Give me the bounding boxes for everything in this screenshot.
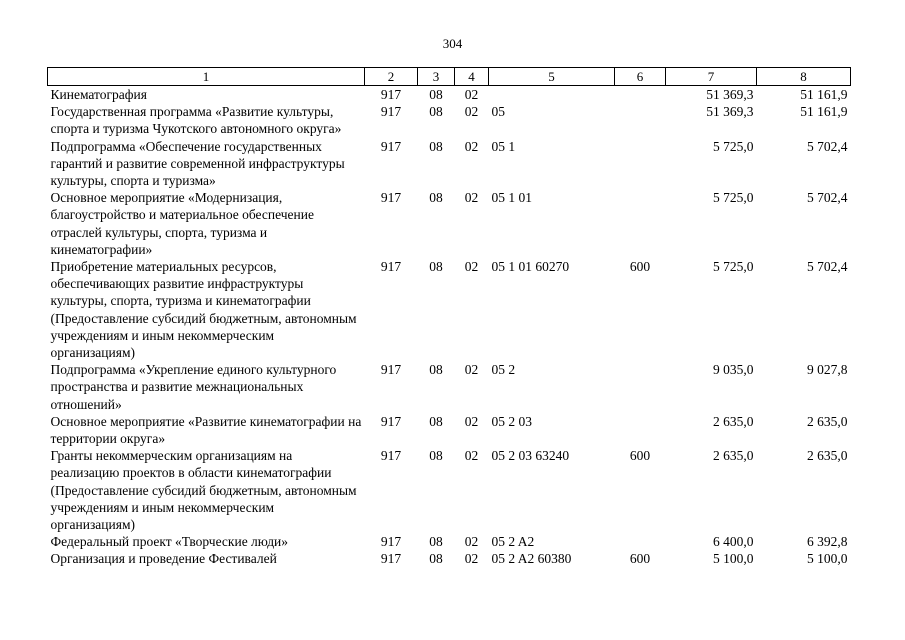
row-name: Федеральный проект «Творческие люди» [50, 534, 289, 550]
row-target-article [489, 86, 615, 104]
row-grbs-code: 917 [380, 534, 402, 550]
row-target-article: 05 2 A2 [491, 534, 535, 550]
row-section-code: 08 [429, 551, 443, 567]
row-grbs-code: 917 [380, 448, 402, 464]
row-subsection-code: 02 [464, 259, 479, 275]
row-subsection-code: 02 [464, 534, 479, 550]
table-row [48, 86, 851, 104]
row-grbs-code: 917 [380, 87, 402, 102]
row-grbs-code: 917 [380, 104, 402, 120]
row-target-article: 05 1 [491, 138, 516, 154]
row-section-code: 08 [429, 362, 443, 378]
table-row [48, 189, 851, 258]
row-expense-type [615, 86, 666, 104]
row-expense-type: 600 [629, 551, 651, 567]
row-section-code: 08 [429, 87, 443, 102]
row-name: Подпрограмма «Обеспечение государственных гарантий и развитие современной инфраструктуры культуры, спорта и туризма» [50, 138, 345, 189]
table-row [48, 138, 851, 190]
row-subsection-code: 02 [464, 87, 479, 102]
row-name: Основное мероприятие «Развитие кинематографии на территории округа» [50, 413, 362, 447]
table-row [48, 550, 851, 567]
column-header: 5 [489, 68, 615, 86]
row-expense-type [615, 533, 666, 550]
row-sum-year-1: 51 369,3 [706, 104, 754, 120]
row-expense-type [615, 138, 666, 190]
row-target-article: 05 2 03 [491, 413, 532, 429]
table-row [48, 447, 851, 533]
row-section-code: 08 [429, 104, 443, 120]
row-sum-year-1: 6 400,0 [713, 534, 754, 550]
row-sum-year-1: 9 035,0 [713, 362, 754, 378]
row-expense-type: 600 [629, 259, 651, 275]
row-sum-year-1: 2 635,0 [713, 448, 754, 464]
row-expense-type [615, 413, 666, 447]
row-subsection-code: 02 [464, 138, 479, 154]
row-section-code: 08 [429, 259, 443, 275]
row-subsection-code: 02 [464, 448, 479, 464]
row-subsection-code: 02 [464, 104, 479, 120]
column-header: 6 [615, 68, 666, 86]
budget-table [47, 67, 851, 568]
row-name: Кинематография [50, 87, 147, 102]
row-name: Организация и проведение Фестивалей [50, 551, 277, 567]
table-row [48, 413, 851, 447]
row-sum-year-2: 5 702,4 [807, 138, 848, 154]
row-target-article: 05 2 [491, 362, 516, 378]
column-header: 8 [757, 68, 851, 86]
row-target-article: 05 [491, 104, 505, 120]
row-grbs-code: 917 [380, 413, 402, 429]
row-grbs-code: 917 [380, 190, 402, 206]
row-grbs-code: 917 [380, 362, 402, 378]
row-name: Приобретение материальных ресурсов, обеспечивающих развитие инфраструктуры культуры, спорта, туризма и кинематографии (Предоставление субсидий бюджетным, автономным учреждениям и иным некоммерческим организациям) [50, 259, 357, 361]
row-sum-year-1: 5 725,0 [713, 259, 754, 275]
row-sum-year-1: 2 635,0 [713, 413, 754, 429]
row-sum-year-2: 5 702,4 [807, 259, 848, 275]
column-header: 1 [48, 68, 365, 86]
row-sum-year-2: 5 100,0 [807, 551, 848, 567]
row-section-code: 08 [429, 534, 443, 550]
column-header: 2 [365, 68, 418, 86]
header-row [48, 68, 851, 86]
table-body [48, 86, 851, 568]
row-target-article: 05 1 01 [491, 190, 532, 206]
row-subsection-code: 02 [464, 362, 479, 378]
table-row [48, 103, 851, 137]
row-sum-year-1: 5 100,0 [713, 551, 754, 567]
row-expense-type [615, 361, 666, 413]
row-section-code: 08 [429, 190, 443, 206]
table-row [48, 258, 851, 361]
row-section-code: 08 [429, 413, 443, 429]
row-section-code: 08 [429, 448, 443, 464]
row-sum-year-1: 5 725,0 [713, 190, 754, 206]
row-subsection-code: 02 [464, 190, 479, 206]
row-expense-type [615, 189, 666, 258]
row-sum-year-1: 5 725,0 [713, 138, 754, 154]
row-sum-year-2: 9 027,8 [807, 362, 848, 378]
row-sum-year-2: 2 635,0 [807, 413, 848, 429]
row-expense-type: 600 [629, 448, 651, 464]
column-header: 7 [666, 68, 757, 86]
row-sum-year-2: 6 392,8 [807, 534, 848, 550]
row-name: Государственная программа «Развитие культуры, спорта и туризма Чукотского автономного округа» [50, 104, 342, 137]
row-subsection-code: 02 [464, 551, 479, 567]
row-name: Подпрограмма «Укрепление единого культурного пространства и развитие межнациональных отношений» [50, 362, 337, 412]
row-sum-year-1: 51 369,3 [706, 87, 754, 102]
row-expense-type [615, 103, 666, 137]
row-subsection-code: 02 [464, 413, 479, 429]
row-section-code: 08 [429, 138, 443, 154]
row-grbs-code: 917 [380, 138, 402, 154]
row-sum-year-2: 5 702,4 [807, 190, 848, 206]
table-row [48, 361, 851, 413]
page-number: 304 [442, 36, 463, 51]
row-target-article: 05 1 01 60270 [491, 259, 570, 275]
row-name: Гранты некоммерческим организациям на реализацию проектов в области кинематографии (Предоставление субсидий бюджетным, автономным учреждениям и иным некоммерческим организациям) [50, 448, 357, 533]
row-sum-year-2: 51 161,9 [800, 87, 848, 102]
row-sum-year-2: 51 161,9 [800, 104, 848, 120]
row-name: Основное мероприятие «Модернизация, благоустройство и материальное обеспечение отраслей культуры, спорта, туризма и кинематографии» [50, 190, 314, 257]
column-header: 3 [418, 68, 455, 86]
table-row [48, 533, 851, 550]
row-grbs-code: 917 [380, 551, 402, 567]
row-grbs-code: 917 [380, 259, 402, 275]
row-target-article: 05 2 A2 60380 [491, 551, 572, 567]
row-target-article: 05 2 03 63240 [491, 448, 570, 464]
row-sum-year-2: 2 635,0 [807, 448, 848, 464]
column-header: 4 [455, 68, 489, 86]
